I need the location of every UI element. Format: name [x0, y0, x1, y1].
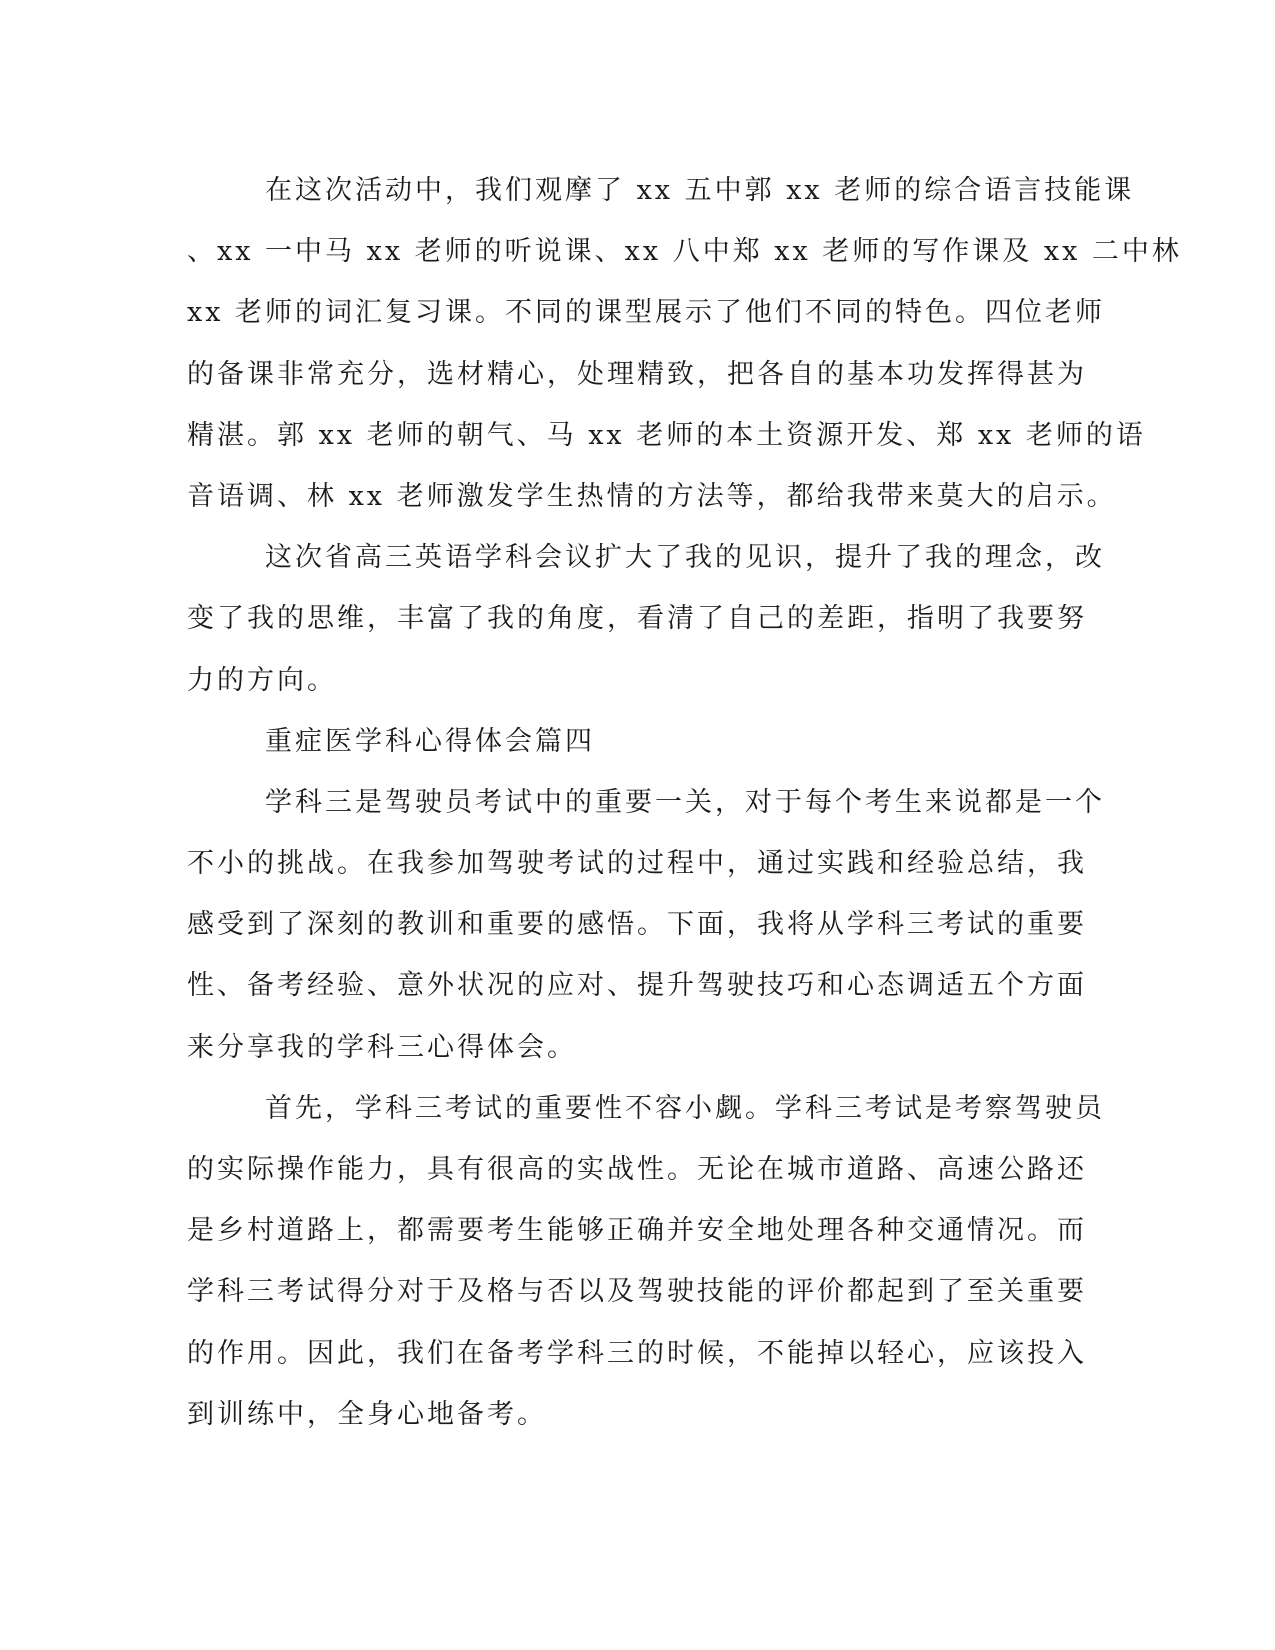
text-line: 精湛。郭 xx 老师的朝气、马 xx 老师的本土资源开发、郑 xx 老师的语 — [187, 419, 1146, 451]
text-line: 性、备考经验、意外状况的应对、提升驾驶技巧和心态调适五个方面 — [187, 970, 1087, 1002]
text-line: 到训练中，全身心地备考。 — [187, 1398, 547, 1430]
text-line: 变了我的思维，丰富了我的角度，看清了自己的差距，指明了我要努 — [187, 603, 1087, 635]
text-line: 的作用。因此，我们在备考学科三的时候，不能掉以轻心，应该投入 — [187, 1337, 1087, 1369]
text-line: 这次省高三英语学科会议扩大了我的见识，提升了我的理念，改 — [265, 542, 1105, 574]
text-line: 学科三考试得分对于及格与否以及驾驶技能的评价都起到了至关重要 — [187, 1276, 1087, 1308]
text-line: 、xx 一中马 xx 老师的听说课、xx 八中郑 xx 老师的写作课及 xx 二中林 — [187, 236, 1182, 268]
text-line: 音语调、林 xx 老师激发学生热情的方法等，都给我带来莫大的启示。 — [187, 480, 1117, 512]
text-line: 感受到了深刻的教训和重要的感悟。下面，我将从学科三考试的重要 — [187, 909, 1087, 941]
text-line: 在这次活动中，我们观摩了 xx 五中郭 xx 老师的综合语言技能课 — [265, 175, 1135, 206]
text-line: 不小的挑战。在我参加驾驶考试的过程中，通过实践和经验总结，我 — [187, 848, 1087, 880]
text-line: 首先，学科三考试的重要性不容小觑。学科三考试是考察驾驶员 — [265, 1092, 1105, 1124]
section-heading: 重症医学科心得体会篇四 — [265, 725, 595, 757]
text-line: xx 老师的词汇复习课。不同的课型展示了他们不同的特色。四位老师 — [187, 297, 1106, 329]
text-line: 来分享我的学科三心得体会。 — [187, 1031, 577, 1063]
text-line: 的备课非常充分，选材精心，处理精致，把各自的基本功发挥得甚为 — [187, 358, 1087, 390]
text-line: 力的方向。 — [187, 664, 337, 696]
text-line: 学科三是驾驶员考试中的重要一关，对于每个考生来说都是一个 — [265, 786, 1105, 818]
text-line: 的实际操作能力，具有很高的实战性。无论在城市道路、高速公路还 — [187, 1154, 1087, 1185]
text-line: 是乡村道路上，都需要考生能够正确并安全地处理各种交通情况。而 — [187, 1215, 1087, 1247]
document-body — [187, 160, 1182, 1445]
